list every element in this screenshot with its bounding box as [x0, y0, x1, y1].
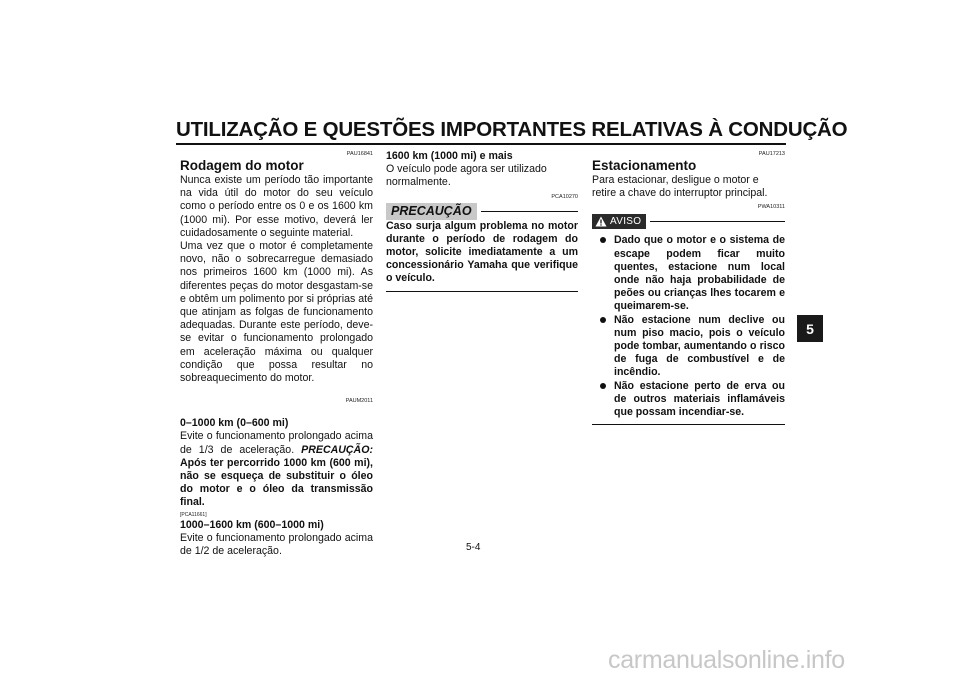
- column-left: [180, 150, 373, 558]
- divider: [650, 221, 785, 222]
- reference-code: PAUM2011: [345, 398, 373, 405]
- divider: [481, 211, 578, 212]
- subheading: 1000–1600 km (600–1000 mi): [180, 518, 324, 531]
- column-right: [592, 150, 785, 425]
- list-item-text: Não estacione num declive ou num piso macio, pois o veículo pode tombar, aumentando o risco de fuga de combustível e de incêndio.: [614, 313, 785, 379]
- paragraph: Uma vez que o motor é completamente novo, não o sobrecarregue demasiado nos primeiros 1600 km (1000 mi). As diferentes peças do motor desgastam-se e obtêm um polimento por si próprias até que atinjam as folgas de funcionamento adequadas. Durante este período, deve-se evitar o funcionamento prolongado em aceleração máxima ou qualquer condição que possa resultar no sobreaquecimento do motor.: [180, 240, 373, 385]
- bullet-icon: [600, 317, 606, 323]
- section-title-parking: Estacionamento: [592, 158, 697, 173]
- paragraph: O veículo pode agora ser utilizado normalmente.: [386, 163, 547, 189]
- caution-badge: PRECAUÇÃO: [386, 203, 477, 220]
- warning-triangle-icon: [595, 216, 607, 227]
- bullet-icon: [600, 383, 606, 389]
- divider: [592, 424, 785, 425]
- bullet-icon: [600, 237, 606, 243]
- warning-label: AVISO: [610, 216, 642, 228]
- warning-header: [592, 214, 785, 229]
- warning-badge: [592, 214, 646, 229]
- paragraph: Para estacionar, desligue o motor e retire a chave do interruptor principal.: [592, 174, 768, 200]
- list-item: [592, 234, 785, 313]
- caution-inline-label: PRECAUÇÃO:: [301, 443, 373, 456]
- caution-header: [386, 203, 578, 220]
- list-item: [592, 380, 785, 420]
- watermark: carmanualsonline.info: [608, 646, 845, 674]
- paragraph: Nunca existe um período tão importante na vida útil do motor do seu veículo como o período entre os 0 e os 1600 km (1000 mi). Por esse motivo, deverá ler cuidadosamente o seguinte material.: [180, 174, 373, 239]
- caution-inline-text: Após ter percorrido 1000 km (600 mi), não se esqueça de substituir o óleo do motor e o óleo da transmissão final.: [180, 456, 373, 509]
- paragraph: [180, 430, 373, 509]
- page-header-title: UTILIZAÇÃO E QUESTÕES IMPORTANTES RELATIVAS À CONDUÇÃO: [176, 118, 848, 141]
- reference-code: PCA10270: [551, 193, 578, 200]
- reference-code: [PCA11661]: [180, 511, 207, 518]
- divider: [386, 291, 578, 292]
- section-title-break-in: Rodagem do motor: [180, 158, 304, 173]
- page-number: 5-4: [466, 542, 481, 553]
- paragraph-text: Evite o funcionamento prolongado acima de 1/3 de aceleração.: [180, 430, 373, 456]
- reference-code: PAU17213: [758, 151, 785, 157]
- column-middle: [386, 150, 578, 292]
- list-item-text: Não estacione perto de erva ou de outros materiais inflamáveis que possam incendiar-se.: [614, 379, 785, 419]
- caution-text: Caso surja algum problema no motor durante o período de rodagem do motor, solicite imediatamente a um concessionário Yamaha que verifique o veículo.: [386, 219, 578, 285]
- subheading: 0–1000 km (0–600 mi): [180, 417, 289, 430]
- header-rule: [176, 143, 786, 145]
- paragraph: Evite o funcionamento prolongado acima de 1/2 de aceleração.: [180, 531, 373, 558]
- subheading: 1600 km (1000 mi) e mais: [386, 150, 513, 162]
- list-item-text: Dado que o motor e o sistema de escape podem ficar muito quentes, estacione num local onde não haja probabilidade de peões ou crianças lhes tocarem e queimarem-se.: [614, 234, 785, 313]
- list-item: [592, 314, 785, 380]
- reference-code: PWA10311: [757, 204, 785, 211]
- reference-code: PAU16841: [346, 151, 373, 157]
- warning-list: [592, 234, 785, 419]
- chapter-tab: 5: [797, 315, 823, 342]
